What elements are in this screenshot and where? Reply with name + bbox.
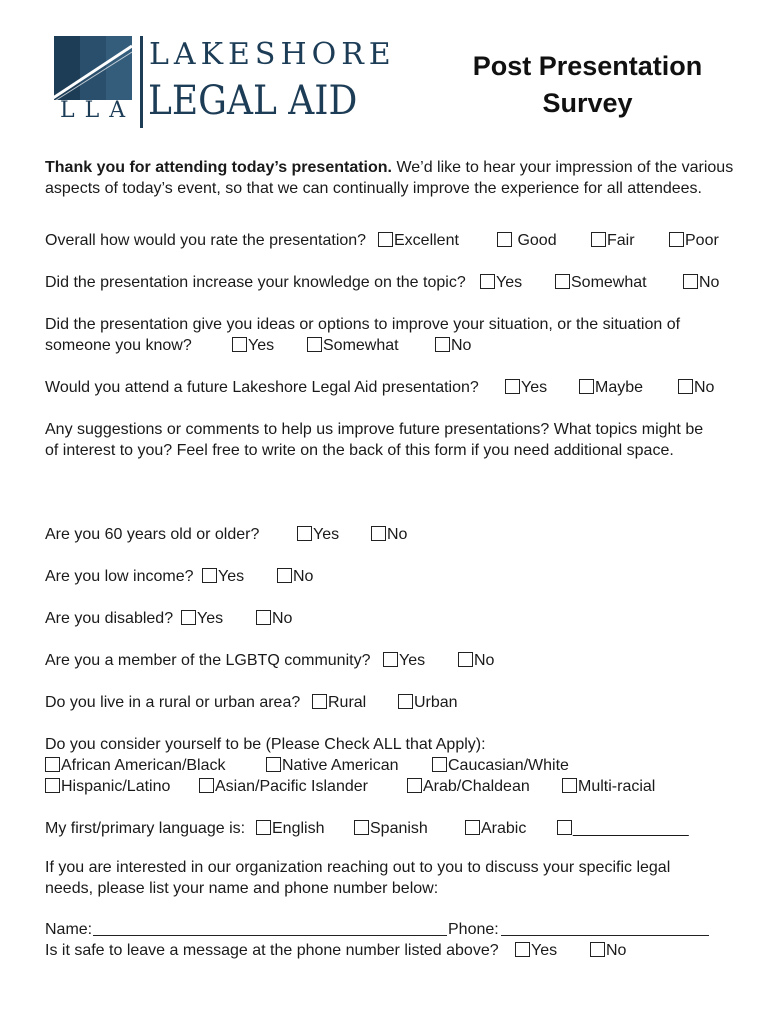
checkbox[interactable] xyxy=(181,610,196,625)
option-label: Somewhat xyxy=(571,274,647,291)
option-label: No xyxy=(293,568,314,585)
option-yes[interactable] xyxy=(232,335,274,356)
name-field[interactable] xyxy=(93,919,447,936)
checkbox[interactable] xyxy=(297,526,312,541)
option-somewhat[interactable] xyxy=(307,335,399,356)
option-no[interactable] xyxy=(458,650,494,671)
name-label: Name: xyxy=(45,921,93,938)
option-african-american[interactable] xyxy=(45,755,226,776)
option-yes[interactable] xyxy=(297,524,339,545)
checkbox[interactable] xyxy=(202,568,217,583)
question-area: Do you live in a rural or urban area? xyxy=(45,694,301,711)
checkbox[interactable] xyxy=(555,274,570,289)
checkbox[interactable] xyxy=(465,820,480,835)
checkbox[interactable] xyxy=(371,526,386,541)
option-yes[interactable] xyxy=(505,377,547,398)
checkbox[interactable] xyxy=(505,379,520,394)
checkbox[interactable] xyxy=(480,274,495,289)
question-income: Are you low income? xyxy=(45,568,194,585)
option-no[interactable] xyxy=(678,377,714,398)
option-label: African American/Black xyxy=(61,757,226,774)
option-label: No xyxy=(451,337,472,354)
option-no[interactable] xyxy=(590,940,626,961)
checkbox[interactable] xyxy=(378,232,393,247)
question-future: Would you attend a future Lakeshore Legal Aid presentation? xyxy=(45,379,479,396)
option-label: Multi-racial xyxy=(578,778,656,795)
option-label: Excellent xyxy=(394,232,459,249)
option-excellent[interactable] xyxy=(378,230,459,251)
option-yes[interactable] xyxy=(202,566,244,587)
option-yes[interactable] xyxy=(181,608,223,629)
option-yes[interactable] xyxy=(515,940,557,961)
option-no[interactable] xyxy=(256,608,292,629)
option-label: Yes xyxy=(313,526,340,543)
logo-org-top: LAKESHORE xyxy=(149,37,396,72)
question-knowledge: Did the presentation increase your knowledge on the topic? xyxy=(45,274,466,291)
checkbox[interactable] xyxy=(458,652,473,667)
checkbox[interactable] xyxy=(232,337,247,352)
option-label: Yes xyxy=(218,568,245,585)
checkbox[interactable] xyxy=(435,337,450,352)
phone-field[interactable] xyxy=(501,919,709,936)
checkbox[interactable] xyxy=(266,757,281,772)
option-label: Urban xyxy=(414,694,458,711)
checkbox[interactable] xyxy=(277,568,292,583)
option-arabic[interactable] xyxy=(465,818,526,839)
logo-initials: LLA xyxy=(60,98,136,123)
option-label: No xyxy=(694,379,715,396)
checkbox[interactable] xyxy=(398,694,413,709)
checkbox[interactable] xyxy=(591,232,606,247)
option-label: No xyxy=(387,526,408,543)
checkbox[interactable] xyxy=(256,820,271,835)
checkbox[interactable] xyxy=(45,757,60,772)
option-label: Poor xyxy=(685,232,719,249)
option-label: Yes xyxy=(496,274,523,291)
other-language-blank[interactable]: _____________ xyxy=(573,820,689,837)
intro-bold: Thank you for attending today’s presentation. xyxy=(45,159,392,176)
question-ideas-line2: someone you know? xyxy=(45,337,192,354)
logo-mark xyxy=(54,36,136,128)
checkbox[interactable] xyxy=(579,379,594,394)
checkbox[interactable] xyxy=(562,778,577,793)
option-label: Yes xyxy=(399,652,426,669)
question-rating: Overall how would you rate the presentation? xyxy=(45,232,367,249)
checkbox[interactable] xyxy=(515,942,530,957)
option-label: Hispanic/Latino xyxy=(61,778,171,795)
option-label: Yes xyxy=(248,337,275,354)
checkbox[interactable] xyxy=(354,820,369,835)
option-caucasian[interactable] xyxy=(432,755,569,776)
option-no[interactable] xyxy=(371,524,407,545)
option-other-language[interactable] xyxy=(557,818,689,839)
option-label: Somewhat xyxy=(323,337,399,354)
option-label: Yes xyxy=(197,610,224,627)
logo-org-bottom: LEGAL AID xyxy=(148,78,358,124)
question-ideas-line1: Did the presentation give you ideas or options to improve your situation, or the situation of xyxy=(45,316,681,333)
option-label: No xyxy=(272,610,293,627)
option-label: Caucasian/White xyxy=(448,757,569,774)
option-label: Yes xyxy=(521,379,548,396)
option-arab[interactable] xyxy=(407,776,530,797)
option-somewhat[interactable] xyxy=(555,272,647,293)
option-multiracial[interactable] xyxy=(562,776,655,797)
checkbox[interactable] xyxy=(45,778,60,793)
option-maybe[interactable] xyxy=(579,377,643,398)
option-label: Yes xyxy=(531,942,558,959)
option-yes[interactable] xyxy=(480,272,522,293)
option-rural[interactable] xyxy=(312,692,366,713)
option-label: Rural xyxy=(328,694,367,711)
option-label: No xyxy=(606,942,627,959)
option-label: Arabic xyxy=(481,820,527,837)
option-fair[interactable] xyxy=(591,230,635,251)
option-label: Fair xyxy=(607,232,635,249)
option-label: English xyxy=(272,820,325,837)
option-label: Spanish xyxy=(370,820,428,837)
question-contact-line2: needs, please list your name and phone number below: xyxy=(45,880,439,897)
option-spanish[interactable] xyxy=(354,818,428,839)
checkbox[interactable] xyxy=(678,379,693,394)
option-hispanic[interactable] xyxy=(45,776,170,797)
option-label: Good xyxy=(517,232,557,249)
question-age: Are you 60 years old or older? xyxy=(45,526,260,543)
checkbox[interactable] xyxy=(669,232,684,247)
option-label: No xyxy=(699,274,720,291)
option-label: Arab/Chaldean xyxy=(423,778,530,795)
question-contact-line1: If you are interested in our organization reaching out to you to discuss your specific legal xyxy=(45,859,671,876)
option-english[interactable] xyxy=(256,818,324,839)
checkbox[interactable] xyxy=(407,778,422,793)
intro-text xyxy=(45,157,735,199)
question-message: Is it safe to leave a message at the phone number listed above? xyxy=(45,942,499,959)
option-asian[interactable] xyxy=(199,776,368,797)
option-no[interactable] xyxy=(277,566,313,587)
option-good[interactable] xyxy=(497,230,557,251)
checkbox[interactable] xyxy=(557,820,572,835)
phone-label: Phone: xyxy=(448,921,499,938)
question-ethnicity: Do you consider yourself to be (Please Check ALL that Apply): xyxy=(45,736,486,753)
option-label: Native American xyxy=(282,757,399,774)
option-no[interactable] xyxy=(683,272,719,293)
option-urban[interactable] xyxy=(398,692,458,713)
checkbox[interactable] xyxy=(383,652,398,667)
option-poor[interactable] xyxy=(669,230,719,251)
checkbox[interactable] xyxy=(256,610,271,625)
question-suggestions-line2: of interest to you? Feel free to write on the back of this form if you need additional space. xyxy=(45,442,674,459)
intro-body: We’d like to hear your impression of the various aspects of today’s event, so that we can continually improve the experience for all attendees. xyxy=(45,159,734,197)
question-disabled: Are you disabled? xyxy=(45,610,174,627)
option-label: No xyxy=(474,652,495,669)
logo-divider xyxy=(140,36,143,128)
checkbox[interactable] xyxy=(199,778,214,793)
question-language: My first/primary language is: xyxy=(45,820,246,837)
option-yes[interactable] xyxy=(383,650,425,671)
option-label: Asian/Pacific Islander xyxy=(215,778,368,795)
option-native-american[interactable] xyxy=(266,755,399,776)
checkbox[interactable] xyxy=(432,757,447,772)
checkbox[interactable] xyxy=(312,694,327,709)
checkbox[interactable] xyxy=(307,337,322,352)
page-title: Post Presentation xyxy=(472,51,703,81)
checkbox[interactable] xyxy=(590,942,605,957)
question-lgbtq: Are you a member of the LGBTQ community? xyxy=(45,652,371,669)
question-suggestions-line1: Any suggestions or comments to help us improve future presentations? What topics might be xyxy=(45,421,704,438)
checkbox[interactable] xyxy=(497,232,512,247)
option-label: Maybe xyxy=(595,379,644,396)
checkbox[interactable] xyxy=(683,274,698,289)
option-no[interactable] xyxy=(435,335,471,356)
page-title-line2: Survey xyxy=(542,88,633,118)
